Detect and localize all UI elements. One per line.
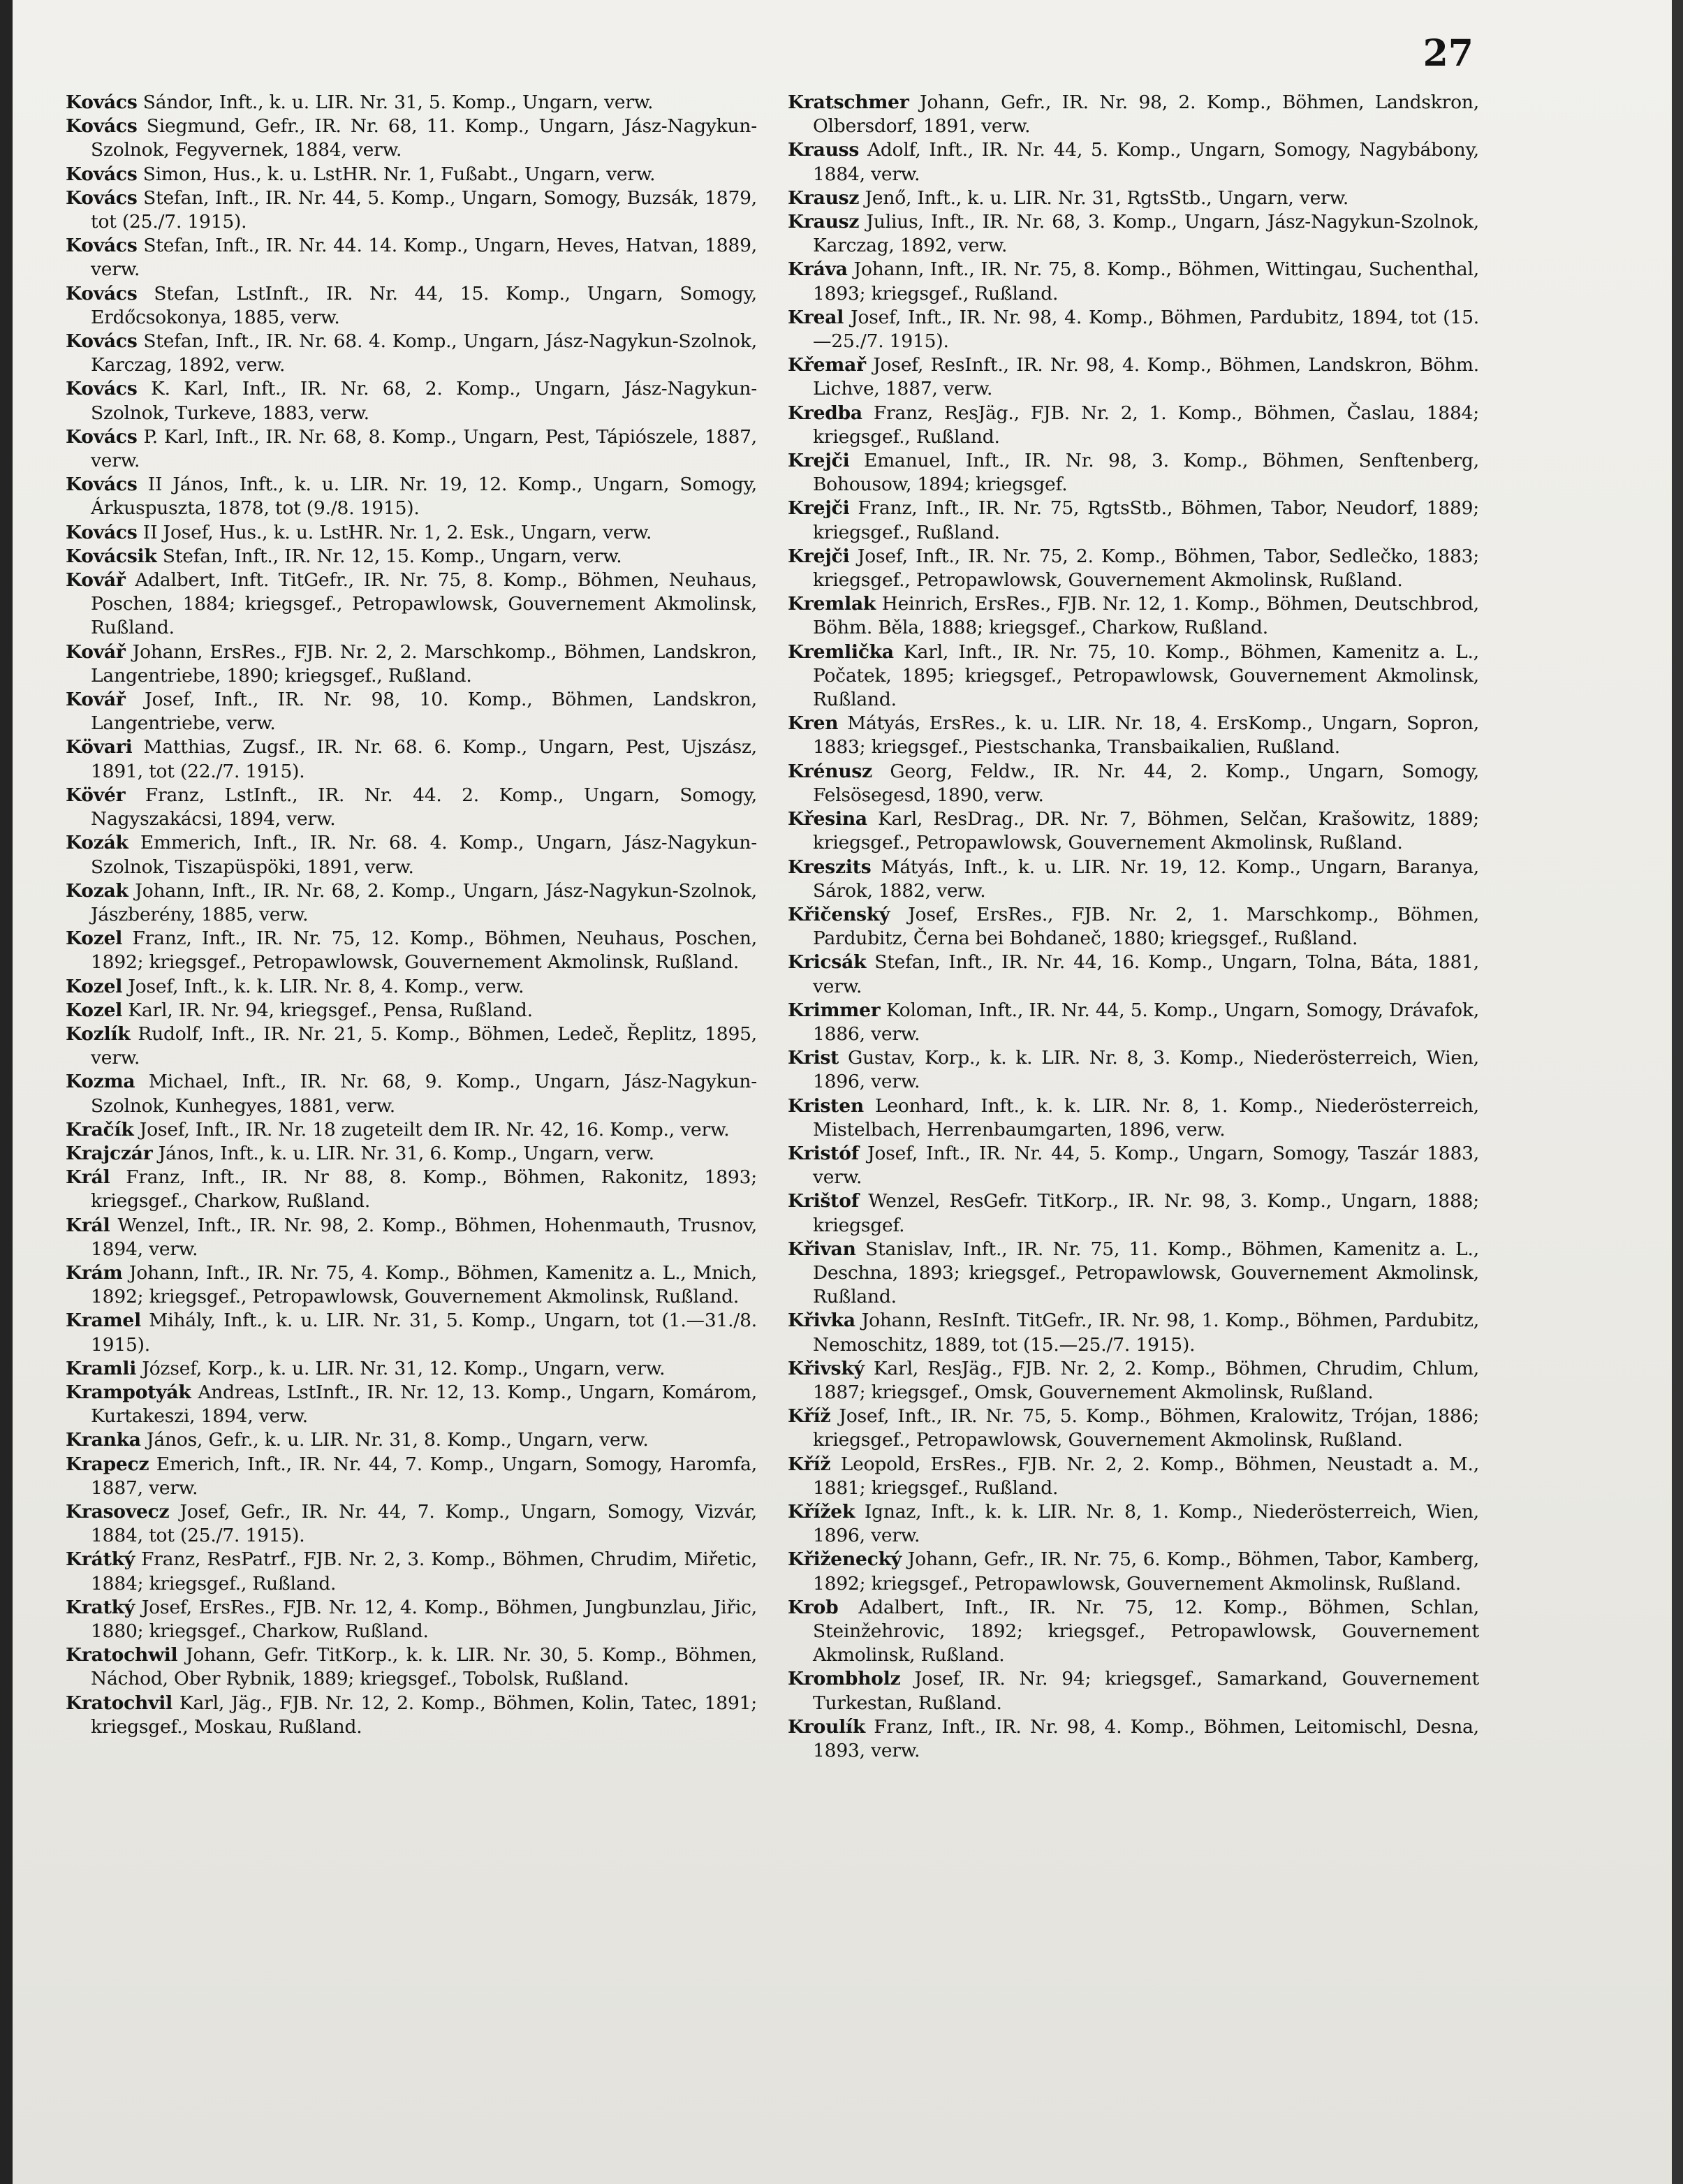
entry-details: Karl, Inft., IR. Nr. 75, 10. Komp., Böhmen, Kamenitz a. L., Počatek, 1895; kriegsgef., Petropawlowsk, Gouvernement Akmolinsk, Rußland.: [813, 640, 1479, 711]
list-entry: [788, 1548, 1479, 1595]
list-entry: [66, 1596, 757, 1643]
entry-details: Josef, IR. Nr. 94; kriegsgef., Samarkand, Gouvernement Turkestan, Rußland.: [813, 1668, 1479, 1714]
entry-surname: Krištof: [788, 1190, 859, 1212]
entry-details: Johann, Inft., IR. Nr. 68, 2. Komp., Ungarn, Jász-Nagykun-Szolnok, Jászberény, 1885, verw.: [91, 879, 757, 925]
entry-surname: Kovácsik: [66, 545, 157, 567]
list-entry: [788, 545, 1479, 592]
entry-surname: Kreszits: [788, 856, 872, 878]
list-entry: [66, 1357, 757, 1381]
entry-surname: Kozel: [66, 928, 123, 950]
entry-details: Karl, ResDrag., DR. Nr. 7, Böhmen, Selčan, Krašowitz, 1889; kriegsgef., Petropawlowsk, Gouvernement Akmolinsk, Rußland.: [813, 808, 1479, 854]
entry-details: Emerich, Inft., IR. Nr. 44, 7. Komp., Ungarn, Somogy, Haromfa, 1887, verw.: [91, 1453, 757, 1499]
entry-surname: Kovács: [66, 378, 138, 400]
entry-details: II János, Inft., k. u. LIR. Nr. 19, 12. Komp., Ungarn, Somogy, Árkuspuszta, 1878, tot (9./8. 1915).: [91, 474, 757, 520]
entry-surname: Kříž: [788, 1405, 831, 1428]
list-entry: [66, 473, 757, 520]
entry-surname: Krátký: [66, 1548, 135, 1571]
entry-details: Johann, ResInft. TitGefr., IR. Nr. 98, 1. Komp., Böhmen, Pardubitz, Nemoschitz, 1889, tot (15.—25./7. 1915).: [813, 1310, 1479, 1356]
entry-details: Johann, Gefr. TitKorp., k. k. LIR. Nr. 30, 5. Komp., Böhmen, Náchod, Ober Rybnik, 1889; kriegsgef., Tobolsk, Rußland.: [91, 1644, 757, 1690]
entry-surname: Kovács: [66, 91, 138, 113]
entry-surname: Kovács: [66, 330, 138, 353]
list-entry: [66, 1118, 757, 1142]
list-entry: [788, 449, 1479, 497]
entry-surname: Kricsák: [788, 951, 867, 974]
entry-surname: Kříž: [788, 1453, 831, 1475]
list-entry: [788, 999, 1479, 1046]
list-entry: [66, 569, 757, 640]
list-entry: [788, 1715, 1479, 1763]
entry-surname: Krejči: [788, 545, 850, 567]
list-entry: [66, 999, 757, 1023]
entry-surname: Kovács: [66, 163, 138, 185]
entry-surname: Krapecz: [66, 1453, 149, 1475]
entry-details: Heinrich, ErsRes., FJB. Nr. 12, 1. Komp., Böhmen, Deutschbrod, Böhm. Běla, 1888; kriegsgef., Charkow, Rußland.: [813, 593, 1479, 639]
entry-surname: Kovács: [66, 186, 138, 209]
list-entry: [788, 760, 1479, 807]
entry-surname: Křivan: [788, 1238, 856, 1260]
entry-surname: Krampotyák: [66, 1381, 191, 1403]
list-entry: [788, 306, 1479, 353]
entry-details: Johann, Gefr., IR. Nr. 75, 6. Komp., Böhmen, Tabor, Kamberg, 1892; kriegsgef., Petropawlowsk, Gouvernement Akmolinsk, Rußland.: [813, 1548, 1479, 1595]
entry-surname: Kristen: [788, 1094, 864, 1117]
entry-details: Georg, Feldw., IR. Nr. 44, 2. Komp., Ungarn, Somogy, Felsösegesd, 1890, verw.: [813, 760, 1479, 806]
entry-details: Karl, ResJäg., FJB. Nr. 2, 2. Komp., Böhmen, Chrudim, Chlum, 1887; kriegsgef., Omsk, Gouvernement Akmolinsk, Rußland.: [813, 1357, 1479, 1403]
entry-surname: Kramel: [66, 1310, 141, 1332]
list-entry: [66, 377, 757, 425]
entry-details: Gustav, Korp., k. k. LIR. Nr. 8, 3. Komp., Niederösterreich, Wien, 1896, verw.: [813, 1047, 1479, 1093]
entry-surname: Křemař: [788, 354, 866, 376]
scan-edge-right: [1672, 0, 1683, 2184]
list-entry: [788, 1405, 1479, 1452]
entry-details: Emanuel, Inft., IR. Nr. 98, 3. Komp., Böhmen, Senftenberg, Bohousow, 1894; kriegsgef.: [813, 450, 1479, 496]
list-entry: [66, 330, 757, 377]
entry-surname: Kozlík: [66, 1023, 131, 1045]
list-entry: [66, 1381, 757, 1428]
list-entry: [788, 640, 1479, 712]
entry-surname: Křičenský: [788, 903, 890, 925]
entry-surname: Krimmer: [788, 999, 881, 1021]
entry-surname: Kovář: [66, 569, 126, 592]
entry-details: Julius, Inft., IR. Nr. 68, 3. Komp., Ungarn, Jász-Nagykun-Szolnok, Karczag, 1892, verw.: [813, 211, 1479, 257]
list-entry: [788, 138, 1479, 186]
entry-surname: Krausz: [788, 211, 860, 233]
entry-surname: Krénusz: [788, 760, 872, 782]
entry-details: Johann, Gefr., IR. Nr. 98, 2. Komp., Böhmen, Landskron, Olbersdorf, 1891, verw.: [813, 91, 1479, 138]
entry-details: Emmerich, Inft., IR. Nr. 68. 4. Komp., Ungarn, Jász-Nagykun-Szolnok, Tiszapüspöki, 1891, verw.: [91, 832, 757, 878]
entry-details: Franz, ResPatrf., FJB. Nr. 2, 3. Komp., Böhmen, Chrudim, Miřetic, 1884; kriegsgef., Rußland.: [91, 1548, 757, 1595]
entry-details: Josef, Inft., IR. Nr. 98, 10. Komp., Böhmen, Landskron, Langentriebe, verw.: [91, 689, 757, 735]
list-entry: [788, 712, 1479, 759]
entry-surname: Kredba: [788, 402, 862, 424]
list-entry: [66, 688, 757, 735]
list-entry: [788, 807, 1479, 855]
entry-details: Josef, Inft., IR. Nr. 98, 4. Komp., Böhmen, Pardubitz, 1894, tot (15.—25./7. 1915).: [813, 306, 1479, 353]
entry-details: Franz, Inft., IR. Nr. 98, 4. Komp., Böhmen, Leitomischl, Desna, 1893, verw.: [813, 1715, 1479, 1762]
entry-details: Mihály, Inft., k. u. LIR. Nr. 31, 5. Komp., Ungarn, tot (1.—31./8. 1915).: [91, 1310, 757, 1356]
entry-surname: Krauss: [788, 139, 860, 161]
list-entry: [788, 951, 1479, 998]
entry-surname: Kövér: [66, 784, 126, 806]
list-entry: [788, 91, 1479, 138]
list-entry: [788, 592, 1479, 640]
list-entry: [66, 1643, 757, 1691]
entry-details: Josef, Inft., IR. Nr. 75, 5. Komp., Böhmen, Kralowitz, Trójan, 1886; kriegsgef., Petropawlowsk, Gouvernement Akmolinsk, Rußland.: [813, 1405, 1479, 1451]
entry-surname: Král: [66, 1214, 110, 1236]
list-entry: [66, 425, 757, 473]
entry-surname: Krausz: [788, 186, 860, 209]
entry-surname: Krist: [788, 1047, 839, 1069]
list-entry: [66, 1261, 757, 1309]
list-entry: [66, 640, 757, 688]
entry-details: Stefan, LstInft., IR. Nr. 44, 15. Komp., Ungarn, Somogy, Erdőcsokonya, 1885, verw.: [91, 282, 757, 328]
list-entry: [66, 831, 757, 879]
list-entry: [788, 258, 1479, 305]
list-entry: [66, 975, 757, 999]
entry-surname: Kovács: [66, 115, 138, 138]
entry-details: Mátyás, ErsRes., k. u. LIR. Nr. 18, 4. ErsKomp., Ungarn, Sopron, 1883; kriegsgef., Piestschanka, Transbaikalien, Rußland.: [813, 712, 1479, 758]
entry-details: Stefan, Inft., IR. Nr. 12, 15. Komp., Ungarn, verw.: [162, 545, 622, 567]
list-entry: [788, 402, 1479, 449]
list-entry: [66, 927, 757, 974]
entry-details: Josef, Inft., IR. Nr. 18 zugeteilt dem IR. Nr. 42, 16. Komp., verw.: [139, 1118, 730, 1141]
entry-surname: Král: [66, 1166, 110, 1189]
list-entry: [66, 1692, 757, 1739]
entry-details: János, Inft., k. u. LIR. Nr. 31, 6. Komp., Ungarn, verw.: [158, 1142, 654, 1164]
list-entry: [66, 879, 757, 927]
list-entry: [66, 1023, 757, 1070]
entry-surname: Krombholz: [788, 1668, 901, 1690]
entry-surname: Krob: [788, 1596, 839, 1618]
list-entry: [66, 1500, 757, 1548]
list-entry: [66, 234, 757, 281]
entry-details: Matthias, Zugsf., IR. Nr. 68. 6. Komp., Ungarn, Pest, Ujszász, 1891, tot (22./7. 1915).: [91, 736, 757, 782]
entry-surname: Kozel: [66, 975, 123, 997]
list-entry: [66, 163, 757, 186]
entry-surname: Kozma: [66, 1071, 135, 1093]
list-entry: [66, 1548, 757, 1595]
entry-surname: Kozák: [66, 832, 128, 854]
list-entry: [66, 1070, 757, 1117]
entry-surname: Kráva: [788, 258, 848, 281]
entry-surname: Křivský: [788, 1357, 865, 1379]
entry-details: Franz, LstInft., IR. Nr. 44. 2. Komp., Ungarn, Somogy, Nagyszakácsi, 1894, verw.: [91, 784, 757, 830]
entry-details: Adalbert, Inft. TitGefr., IR. Nr. 75, 8. Komp., Böhmen, Neuhaus, Poschen, 1884; kriegsgef., Petropawlowsk, Gouvernement Akmolinsk, Rußland.: [91, 569, 757, 639]
entry-details: János, Gefr., k. u. LIR. Nr. 31, 8. Komp., Ungarn, verw.: [147, 1429, 649, 1451]
entry-surname: Kreal: [788, 306, 844, 328]
list-entry: [788, 1309, 1479, 1356]
list-entry: [788, 1094, 1479, 1142]
right-column: [788, 91, 1479, 2074]
entry-details: Wenzel, ResGefr. TitKorp., IR. Nr. 98, 3. Komp., Ungarn, 1888; kriegsgef.: [813, 1190, 1479, 1236]
entry-details: P. Karl, Inft., IR. Nr. 68, 8. Komp., Ungarn, Pest, Tápiószele, 1887, verw.: [91, 425, 757, 472]
list-entry: [66, 545, 757, 569]
list-entry: [788, 1453, 1479, 1500]
entry-surname: Kratochwil: [66, 1644, 178, 1666]
entry-details: Stanislav, Inft., IR. Nr. 75, 11. Komp., Böhmen, Kamenitz a. L., Deschna, 1893; kriegsgef., Petropawlowsk, Gouvernement Akmolinsk, Rußland.: [813, 1238, 1479, 1308]
entry-surname: Křiženecký: [788, 1548, 902, 1571]
entry-details: Johann, Inft., IR. Nr. 75, 8. Komp., Böhmen, Wittingau, Suchenthal, 1893; kriegsgef., Rußland.: [813, 258, 1479, 305]
entry-details: Josef, Gefr., IR. Nr. 44, 7. Komp., Ungarn, Somogy, Vizvár, 1884, tot (25./7. 1915).: [91, 1500, 757, 1547]
entry-details: Koloman, Inft., IR. Nr. 44, 5. Komp., Ungarn, Somogy, Drávafok, 1886, verw.: [813, 999, 1479, 1045]
entry-surname: Kremlička: [788, 640, 894, 663]
entry-details: Karl, Jäg., FJB. Nr. 12, 2. Komp., Böhmen, Kolin, Tatec, 1891; kriegsgef., Moskau, Rußland.: [91, 1692, 757, 1738]
entry-details: Leonhard, Inft., k. k. LIR. Nr. 8, 1. Komp., Niederösterreich, Mistelbach, Herrenbaumgarten, 1896, verw.: [813, 1094, 1479, 1141]
list-entry: [66, 1453, 757, 1500]
entry-details: Franz, Inft., IR. Nr. 75, RgtsStb., Böhmen, Tabor, Neudorf, 1889; kriegsgef., Rußland.: [813, 497, 1479, 543]
list-entry: [66, 186, 757, 234]
entry-details: Stefan, Inft., IR. Nr. 44, 16. Komp., Ungarn, Tolna, Báta, 1881, verw.: [813, 951, 1479, 997]
entry-details: II Josef, Hus., k. u. LstHR. Nr. 1, 2. Esk., Ungarn, verw.: [142, 521, 652, 543]
entry-details: Andreas, LstInft., IR. Nr. 12, 13. Komp., Ungarn, Komárom, Kurtakeszi, 1894, verw.: [91, 1381, 757, 1428]
entry-surname: Kovář: [66, 640, 126, 663]
entry-surname: Krejči: [788, 497, 850, 520]
list-entry: [66, 1214, 757, 1261]
entry-surname: Kristóf: [788, 1142, 859, 1164]
list-entry: [66, 115, 757, 162]
entry-details: Johann, Inft., IR. Nr. 75, 4. Komp., Böhmen, Kamenitz a. L., Mnich, 1892; kriegsgef., Petropawlowsk, Gouvernement Akmolinsk, Rußland.: [91, 1261, 757, 1308]
entry-details: Rudolf, Inft., IR. Nr. 21, 5. Komp., Böhmen, Ledeč, Řeplitz, 1895, verw.: [91, 1023, 757, 1069]
entry-surname: Křivka: [788, 1310, 855, 1332]
list-entry: [788, 1667, 1479, 1715]
entry-details: Josef, ResInft., IR. Nr. 98, 4. Komp., Böhmen, Landskron, Böhm. Lichve, 1887, verw.: [813, 354, 1479, 400]
list-entry: [788, 1500, 1479, 1548]
list-entry: [66, 1142, 757, 1166]
entry-surname: Kratochvil: [66, 1692, 173, 1714]
list-entry: [788, 186, 1479, 210]
entry-details: Jenő, Inft., k. u. LIR. Nr. 31, RgtsStb., Ungarn, verw.: [865, 186, 1349, 209]
entry-details: Simon, Hus., k. u. LstHR. Nr. 1, Fußabt., Ungarn, verw.: [142, 163, 656, 185]
list-entry: [788, 1238, 1479, 1310]
left-column: [66, 91, 757, 2074]
entry-surname: Krajczár: [66, 1142, 153, 1164]
entry-surname: Krejči: [788, 450, 850, 472]
entry-surname: Kovács: [66, 521, 138, 543]
entry-surname: Křesina: [788, 808, 867, 830]
entry-surname: Kovács: [66, 425, 138, 448]
scan-edge-left: [0, 0, 13, 2184]
entry-surname: Kramli: [66, 1357, 137, 1379]
list-entry: [66, 735, 757, 783]
list-entry: [66, 1166, 757, 1213]
page-number: 27: [1423, 32, 1473, 75]
entry-details: Franz, Inft., IR. Nr 88, 8. Komp., Böhmen, Rakonitz, 1893; kriegsgef., Charkow, Rußland.: [91, 1166, 757, 1212]
entry-surname: Kranka: [66, 1429, 141, 1451]
entry-surname: Kövari: [66, 736, 133, 758]
entry-surname: Křížek: [788, 1500, 855, 1523]
entry-surname: Kovács: [66, 282, 138, 305]
entry-surname: Kremlak: [788, 593, 876, 615]
entry-details: K. Karl, Inft., IR. Nr. 68, 2. Komp., Ungarn, Jász-Nagykun-Szolnok, Turkeve, 1883, verw.: [91, 378, 757, 424]
entry-details: József, Korp., k. u. LIR. Nr. 31, 12. Komp., Ungarn, verw.: [142, 1357, 666, 1379]
entry-details: Siegmund, Gefr., IR. Nr. 68, 11. Komp., Ungarn, Jász-Nagykun-Szolnok, Fegyvernek, 1884, verw.: [91, 115, 757, 161]
entry-details: Franz, Inft., IR. Nr. 75, 12. Komp., Böhmen, Neuhaus, Poschen, 1892; kriegsgef., Petropawlowsk, Gouvernement Akmolinsk, Rußland.: [91, 928, 757, 974]
entry-surname: Kozak: [66, 879, 128, 902]
entry-surname: Kren: [788, 712, 839, 735]
entry-surname: Kovács: [66, 235, 138, 257]
entry-details: Adolf, Inft., IR. Nr. 44, 5. Komp., Ungarn, Somogy, Nagybábony, 1884, verw.: [813, 139, 1479, 185]
entry-details: Franz, ResJäg., FJB. Nr. 2, 1. Komp., Böhmen, Časlau, 1884; kriegsgef., Rußland.: [813, 402, 1479, 448]
list-entry: [788, 903, 1479, 951]
entry-details: Sándor, Inft., k. u. LIR. Nr. 31, 5. Komp., Ungarn, verw.: [142, 91, 654, 113]
entry-details: Wenzel, Inft., IR. Nr. 98, 2. Komp., Böhmen, Hohenmauth, Trusnov, 1894, verw.: [91, 1214, 757, 1260]
list-entry: [788, 210, 1479, 258]
entry-surname: Kozel: [66, 999, 123, 1021]
list-entry: [788, 353, 1479, 401]
list-entry: [788, 1596, 1479, 1668]
entry-details: Stefan, Inft., IR. Nr. 68. 4. Komp., Ungarn, Jász-Nagykun-Szolnok, Karczag, 1892, verw.: [91, 330, 757, 376]
list-entry: [788, 497, 1479, 544]
entry-details: Josef, ErsRes., FJB. Nr. 2, 1. Marschkomp., Böhmen, Pardubitz, Černa bei Bohdaneč, 1880; kriegsgef., Rußland.: [813, 903, 1479, 950]
entry-surname: Kratschmer: [788, 91, 909, 113]
entry-details: Mátyás, Inft., k. u. LIR. Nr. 19, 12. Komp., Ungarn, Baranya, Sárok, 1882, verw.: [813, 856, 1479, 902]
entry-surname: Krám: [66, 1261, 123, 1284]
entry-details: Michael, Inft., IR. Nr. 68, 9. Komp., Ungarn, Jász-Nagykun-Szolnok, Kunhegyes, 1881, verw.: [91, 1071, 757, 1117]
entry-details: Josef, Inft., IR. Nr. 44, 5. Komp., Ungarn, Somogy, Taszár 1883, verw.: [813, 1142, 1479, 1189]
list-entry: [788, 1189, 1479, 1237]
entry-details: Josef, Inft., IR. Nr. 75, 2. Komp., Böhmen, Tabor, Sedlečko, 1883; kriegsgef., Petropawlowsk, Gouvernement Akmolinsk, Rußland.: [813, 545, 1479, 592]
entry-surname: Kovács: [66, 474, 138, 496]
entry-surname: Kovář: [66, 689, 126, 711]
entry-surname: Kračík: [66, 1118, 134, 1141]
entry-details: Ignaz, Inft., k. k. LIR. Nr. 8, 1. Komp., Niederösterreich, Wien, 1896, verw.: [813, 1500, 1479, 1547]
entry-surname: Kroulík: [788, 1715, 866, 1738]
entry-surname: Kratký: [66, 1596, 135, 1618]
list-entry: [788, 856, 1479, 903]
entry-details: Josef, Inft., k. k. LIR. Nr. 8, 4. Komp., verw.: [128, 975, 524, 997]
entry-details: Leopold, ErsRes., FJB. Nr. 2, 2. Komp., Böhmen, Neustadt a. M., 1881; kriegsgef., Rußland.: [813, 1453, 1479, 1499]
entry-details: Karl, IR. Nr. 94, kriegsgef., Pensa, Rußland.: [128, 999, 533, 1021]
list-entry: [66, 282, 757, 330]
entry-details: Stefan, Inft., IR. Nr. 44. 14. Komp., Ungarn, Heves, Hatvan, 1889, verw.: [91, 235, 757, 281]
list-entry: [788, 1142, 1479, 1189]
entry-surname: Krasovecz: [66, 1500, 170, 1523]
entry-details: Adalbert, Inft., IR. Nr. 75, 12. Komp., Böhmen, Schlan, Steinžehrovic, 1892; kriegsgef., Petropawlowsk, Gouvernement Akmolinsk, Rußland.: [813, 1596, 1479, 1666]
list-entry: [66, 521, 757, 545]
list-entry: [66, 784, 757, 831]
list-entry: [788, 1046, 1479, 1094]
entry-details: Johann, ErsRes., FJB. Nr. 2, 2. Marschkomp., Böhmen, Landskron, Langentriebe, 1890; kriegsgef., Rußland.: [91, 640, 757, 687]
list-entry: [66, 1309, 757, 1356]
list-entry: [788, 1357, 1479, 1405]
list-entry: [66, 1428, 757, 1452]
entry-details: Stefan, Inft., IR. Nr. 44, 5. Komp., Ungarn, Somogy, Buzsák, 1879, tot (25./7. 1915).: [91, 186, 757, 233]
entry-details: Josef, ErsRes., FJB. Nr. 12, 4. Komp., Böhmen, Jungbunzlau, Jiřic, 1880; kriegsgef., Charkow, Rußland.: [91, 1596, 757, 1642]
list-entry: [66, 91, 757, 115]
